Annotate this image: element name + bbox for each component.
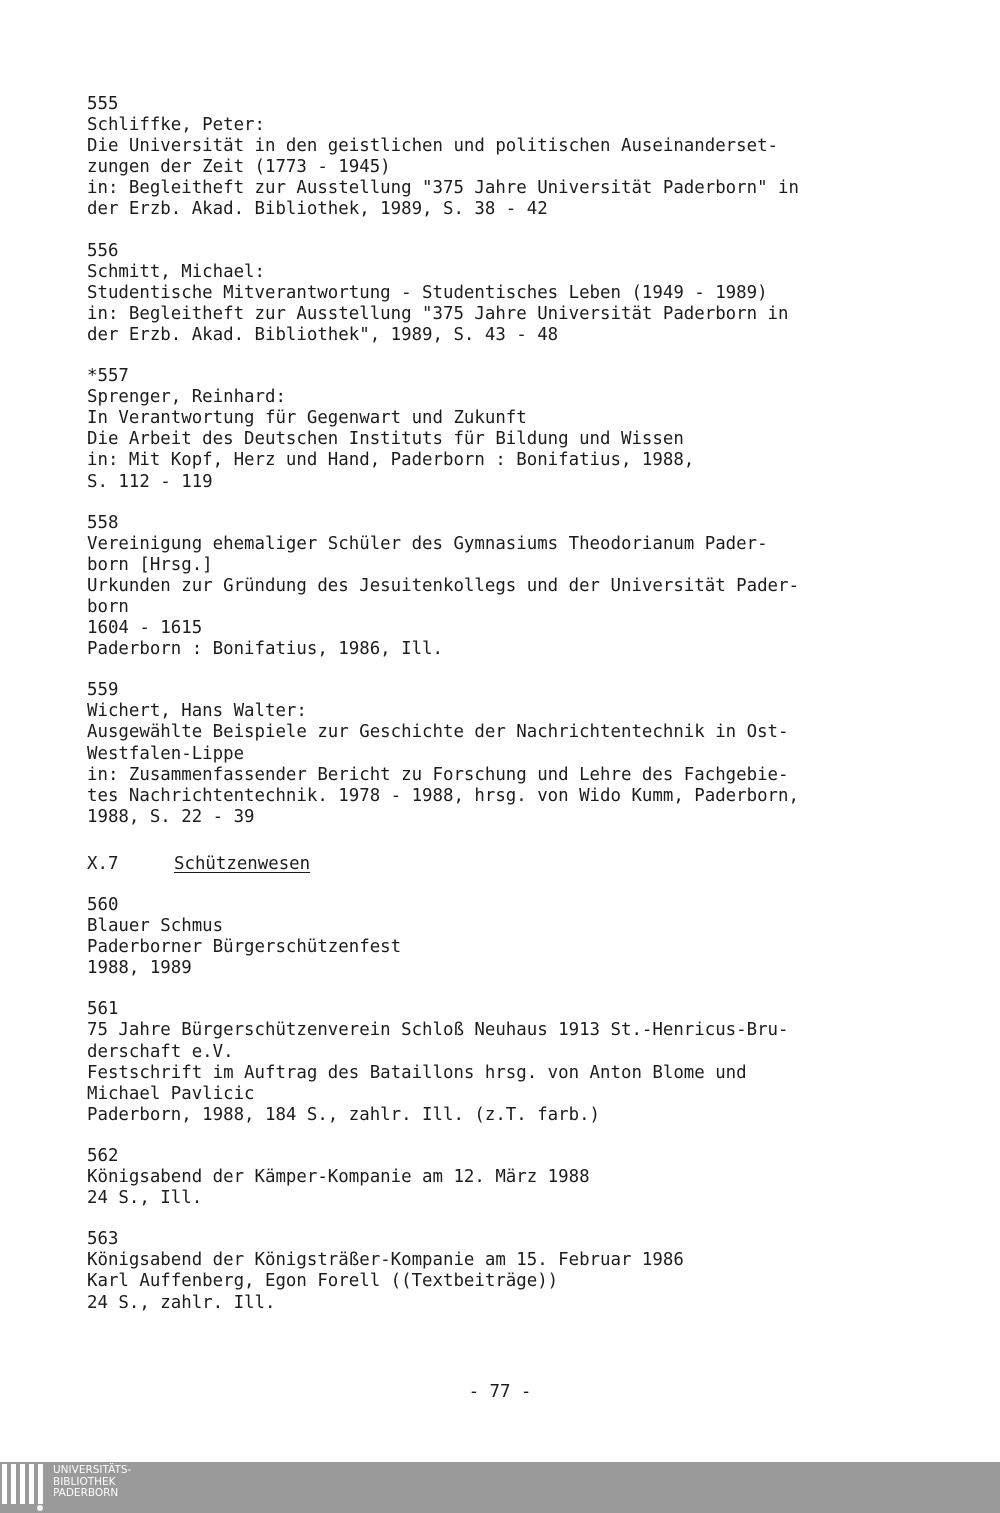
- entry-number: 556: [87, 240, 119, 261]
- entry-line: der Erzb. Akad. Bibliothek", 1989, S. 43 - 48: [87, 324, 559, 345]
- entry-number: 562: [87, 1145, 119, 1166]
- library-logo-icon: [0, 1464, 48, 1511]
- bibliography-entry: [87, 1229, 937, 1313]
- entry-line: Königsabend der Kämper-Kompanie am 12. März 1988: [87, 1167, 590, 1188]
- entry-line: born: [87, 596, 129, 617]
- entry-line: Vereinigung ehemaliger Schüler des Gymnasiums Theodorianum Pader-: [87, 533, 768, 554]
- bibliography-entry: [87, 241, 937, 346]
- entry-line: 24 S., zahlr. Ill.: [87, 1292, 276, 1313]
- entry-number: 561: [87, 999, 119, 1020]
- entry-number: 558: [87, 512, 119, 533]
- entry-line: born [Hrsg.]: [87, 554, 213, 575]
- entries-before-section: [87, 94, 937, 828]
- logo-line: PADERBORN: [53, 1487, 119, 1499]
- entry-line: der Erzb. Akad. Bibliothek, 1989, S. 38 - 42: [87, 199, 548, 220]
- entry-line: in: Begleitheft zur Ausstellung "375 Jahre Universität Paderborn" in: [87, 178, 799, 199]
- bibliography-entry: [87, 895, 937, 979]
- entry-line: Schliffke, Peter:: [87, 115, 265, 136]
- bibliography-entry: [87, 513, 937, 661]
- document-page: [87, 94, 937, 1334]
- entry-number: 559: [87, 680, 119, 701]
- entry-line: Die Universität in den geistlichen und politischen Auseinanderset-: [87, 136, 779, 157]
- entry-line: 1604 - 1615: [87, 618, 203, 639]
- entry-line: Wichert, Hans Walter:: [87, 701, 307, 722]
- entry-line: Sprenger, Reinhard:: [87, 387, 286, 408]
- entry-line: Karl Auffenberg, Egon Forell ((Textbeiträge)): [87, 1271, 559, 1292]
- bibliography-entry: [87, 680, 937, 828]
- entries-after-section: [87, 895, 937, 1314]
- section-number: X.7: [87, 853, 119, 874]
- entry-line: derschaft e.V.: [87, 1041, 234, 1062]
- entry-line: Festschrift im Auftrag des Bataillons hrsg. von Anton Blome und: [87, 1062, 747, 1083]
- entry-line: 24 S., Ill.: [87, 1188, 203, 1209]
- bibliography-entry: [87, 366, 937, 493]
- entry-line: S. 112 - 119: [87, 471, 213, 492]
- entry-number: 563: [87, 1229, 119, 1250]
- logo-line: UNIVERSITÄTS-: [53, 1464, 132, 1476]
- entry-line: Ausgewählte Beispiele zur Geschichte der Nachrichtentechnik in Ost-: [87, 722, 789, 743]
- library-footer-bar: [0, 1462, 1000, 1513]
- entry-line: 1988, S. 22 - 39: [87, 806, 255, 827]
- bibliography-entry: [87, 1146, 937, 1209]
- page-number: - 77 -: [468, 1382, 532, 1402]
- entry-line: Paderborn, 1988, 184 S., zahlr. Ill. (z.T. farb.): [87, 1104, 601, 1125]
- entry-line: in: Begleitheft zur Ausstellung "375 Jahre Universität Paderborn in: [87, 303, 789, 324]
- entry-line: Westfalen-Lippe: [87, 743, 245, 764]
- entry-line: zungen der Zeit (1773 - 1945): [87, 157, 391, 178]
- entry-number: 560: [87, 895, 119, 915]
- entry-line: Schmitt, Michael:: [87, 261, 265, 282]
- library-logo-text: [53, 1465, 131, 1500]
- bibliography-entry: [87, 999, 937, 1126]
- entry-line: Die Arbeit des Deutschen Instituts für Bildung und Wissen: [87, 429, 684, 450]
- entry-line: tes Nachrichtentechnik. 1978 - 1988, hrsg. von Wido Kumm, Paderborn,: [87, 785, 799, 806]
- entry-line: Blauer Schmus: [87, 916, 224, 937]
- entry-number: 555: [87, 94, 119, 114]
- entry-line: In Verantwortung für Gegenwart und Zukunft: [87, 408, 527, 429]
- entry-number: *557: [87, 366, 129, 387]
- entry-line: Michael Pavlicic: [87, 1083, 255, 1104]
- entry-line: Königsabend der Königsträßer-Kompanie am 15. Februar 1986: [87, 1250, 684, 1271]
- entry-line: in: Mit Kopf, Herz und Hand, Paderborn : Bonifatius, 1988,: [87, 450, 695, 471]
- entry-line: 1988, 1989: [87, 958, 192, 979]
- entry-line: in: Zusammenfassender Bericht zu Forschung und Lehre des Fachgebie-: [87, 764, 789, 785]
- entry-line: Paderborner Bürgerschützenfest: [87, 937, 402, 958]
- entry-line: Paderborn : Bonifatius, 1986, Ill.: [87, 639, 443, 660]
- entry-line: 75 Jahre Bürgerschützenverein Schloß Neuhaus 1913 St.-Henricus-Bru-: [87, 1020, 789, 1041]
- bibliography-entry: [87, 94, 937, 221]
- entry-line: Studentische Mitverantwortung - Studentisches Leben (1949 - 1989): [87, 282, 768, 303]
- section-title: Schützenwesen: [174, 853, 311, 874]
- section-heading: [87, 854, 937, 875]
- entry-line: Urkunden zur Gründung des Jesuitenkollegs und der Universität Pader-: [87, 575, 799, 596]
- logo-line: BIBLIOTHEK: [53, 1475, 116, 1488]
